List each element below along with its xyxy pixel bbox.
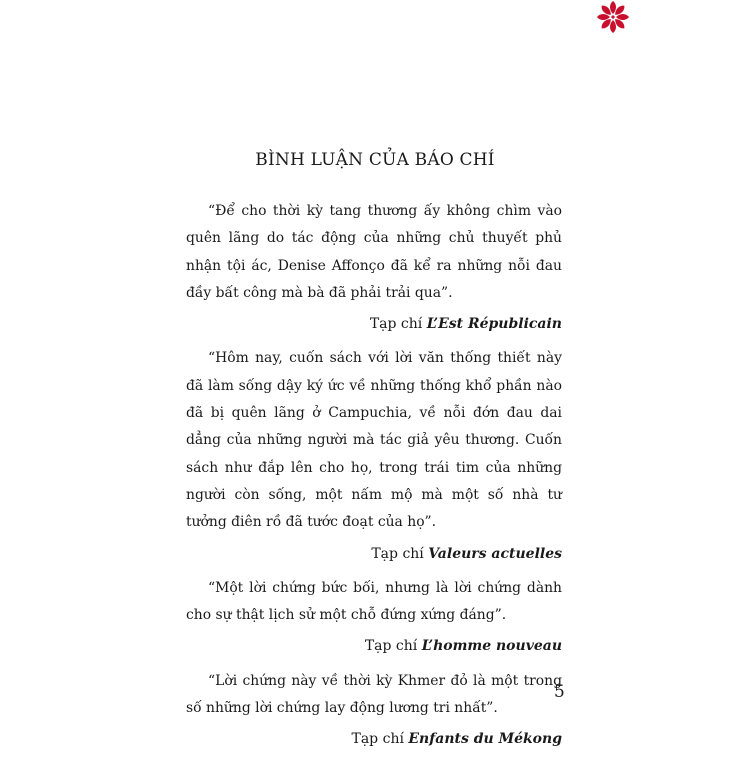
source-name: L’Est Républicain: [426, 316, 562, 333]
reviews-section: [186, 198, 562, 761]
review-item: [186, 198, 562, 338]
review-item: [186, 575, 562, 661]
page-title: BÌNH LUẬN CỦA BÁO CHÍ: [255, 150, 495, 170]
review-item: [186, 345, 562, 567]
review-quote: “Hôm nay, cuốn sách với lời văn thống thiết này đã làm sống dậy ký ức về những thống khổ phần nào đã bị quên lãng ở Campuchia, về nỗi đớn đau dai dẳng của những người mà tác giả yêu thương. Cuốn sách như đắp lên cho họ, trong trái tim của những người còn sống, một nấm mộ mà một số nhà tư tưởng điên rồ đã tước đoạt của họ”.: [186, 350, 562, 531]
review-quote: “Để cho thời kỳ tang thương ấy không chìm vào quên lãng do tác động của những chủ thuyết phủ nhận tội ác, Denise Affonço đã kể ra những nỗi đau đầy bất công mà bà đã phải trải qua”.: [186, 203, 562, 301]
source-name: L’homme nouveau: [421, 638, 562, 655]
review-source: [186, 633, 562, 660]
review-item: [186, 668, 562, 754]
review-source: [186, 311, 562, 338]
source-prefix: Tạp chí: [364, 638, 418, 655]
lotus-logo-icon: [596, 0, 630, 34]
source-name: Valeurs actuelles: [428, 545, 562, 562]
page-number: 5: [554, 682, 565, 702]
source-name: Enfants du Mékong: [408, 731, 562, 748]
review-source: [186, 541, 562, 568]
review-quote: “Một lời chứng bức bối, nhưng là lời chứng dành cho sự thật lịch sử một chỗ đứng xứng đáng”.: [186, 579, 562, 624]
source-prefix: Tạp chí: [371, 545, 424, 562]
review-quote: “Lời chứng này về thời kỳ Khmer đỏ là một trong số những lời chứng lay động lương tri nhất”.: [186, 672, 562, 717]
source-prefix: Tạp chí: [369, 316, 423, 333]
source-prefix: Tạp chí: [351, 731, 404, 748]
